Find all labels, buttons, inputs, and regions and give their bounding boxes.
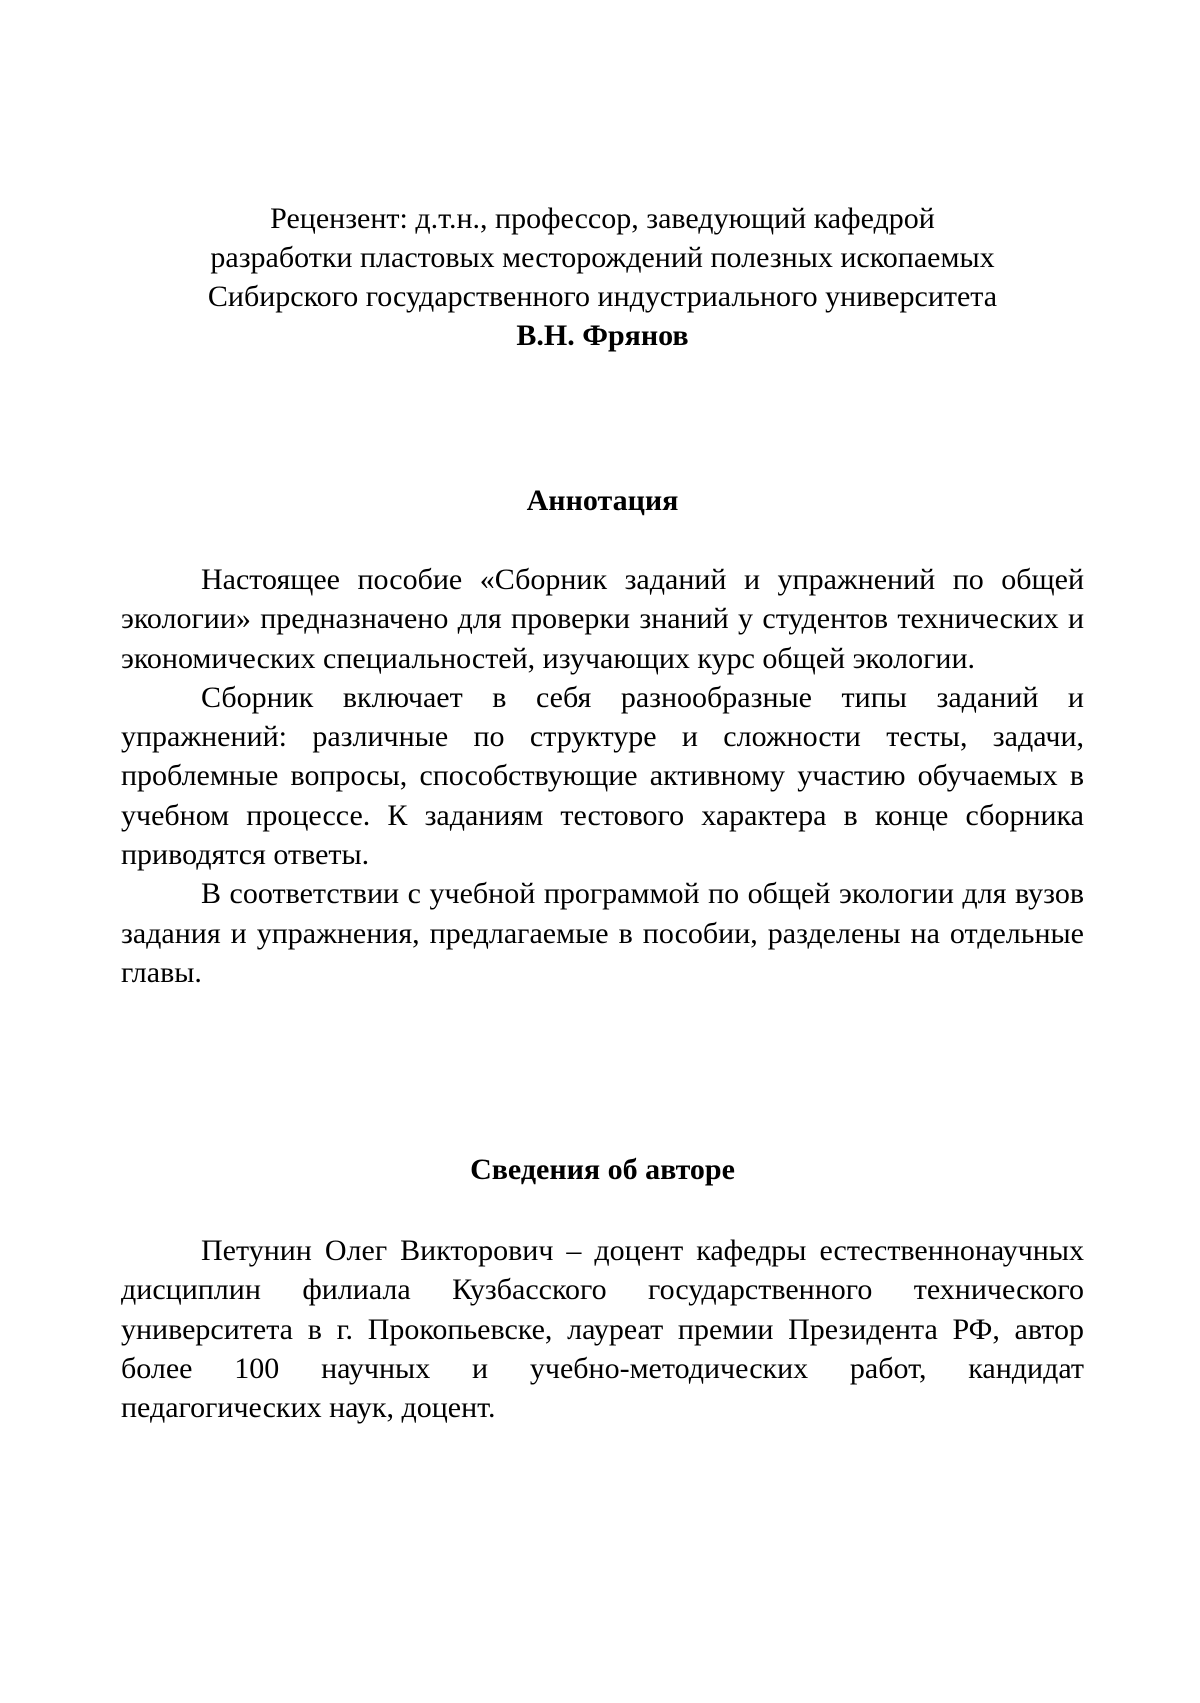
annotation-heading: Аннотация [526,484,679,517]
annotation-body [121,560,1084,992]
reviewer-block [121,199,1084,355]
reviewer-line: Сибирского государственного индустриального университета [207,280,998,313]
author-body [121,1231,1084,1427]
reviewer-line: Рецензент: д.т.н., профессор, заведующий кафедрой [270,202,935,235]
reviewer-name: В.Н. Фрянов [516,319,689,352]
annotation-paragraph: В соответствии с учебной программой по общей экологии для вузов задания и упражнения, предлагаемые в пособии, разделены на отдельные главы. [121,877,1084,989]
author-paragraph: Петунин Олег Викторович – доцент кафедры естественнонаучных дисциплин филиала Кузбасского государственного технического университета в г. Прокопьевске, лауреат премии Президента РФ, автор более 100 научных и учебно-методических работ, кандидат педагогических наук, доцент. [121,1234,1084,1425]
author-heading: Сведения об авторе [470,1153,735,1186]
annotation-paragraph: Настоящее пособие «Сборник заданий и упражнений по общей экологии» предназначено для проверки знаний у студентов технических и экономических специальностей, изучающих курс общей экологии. [121,563,1084,675]
annotation-paragraph: Сборник включает в себя разнообразные типы заданий и упражнений: различные по структуре и сложности тесты, задачи, проблемные вопросы, способствующие активному участию обучаемых в учебном процессе. К заданиям тестового характера в конце сборника приводятся ответы. [121,680,1084,872]
reviewer-line: разработки пластовых месторождений полезных ископаемых [210,241,995,274]
